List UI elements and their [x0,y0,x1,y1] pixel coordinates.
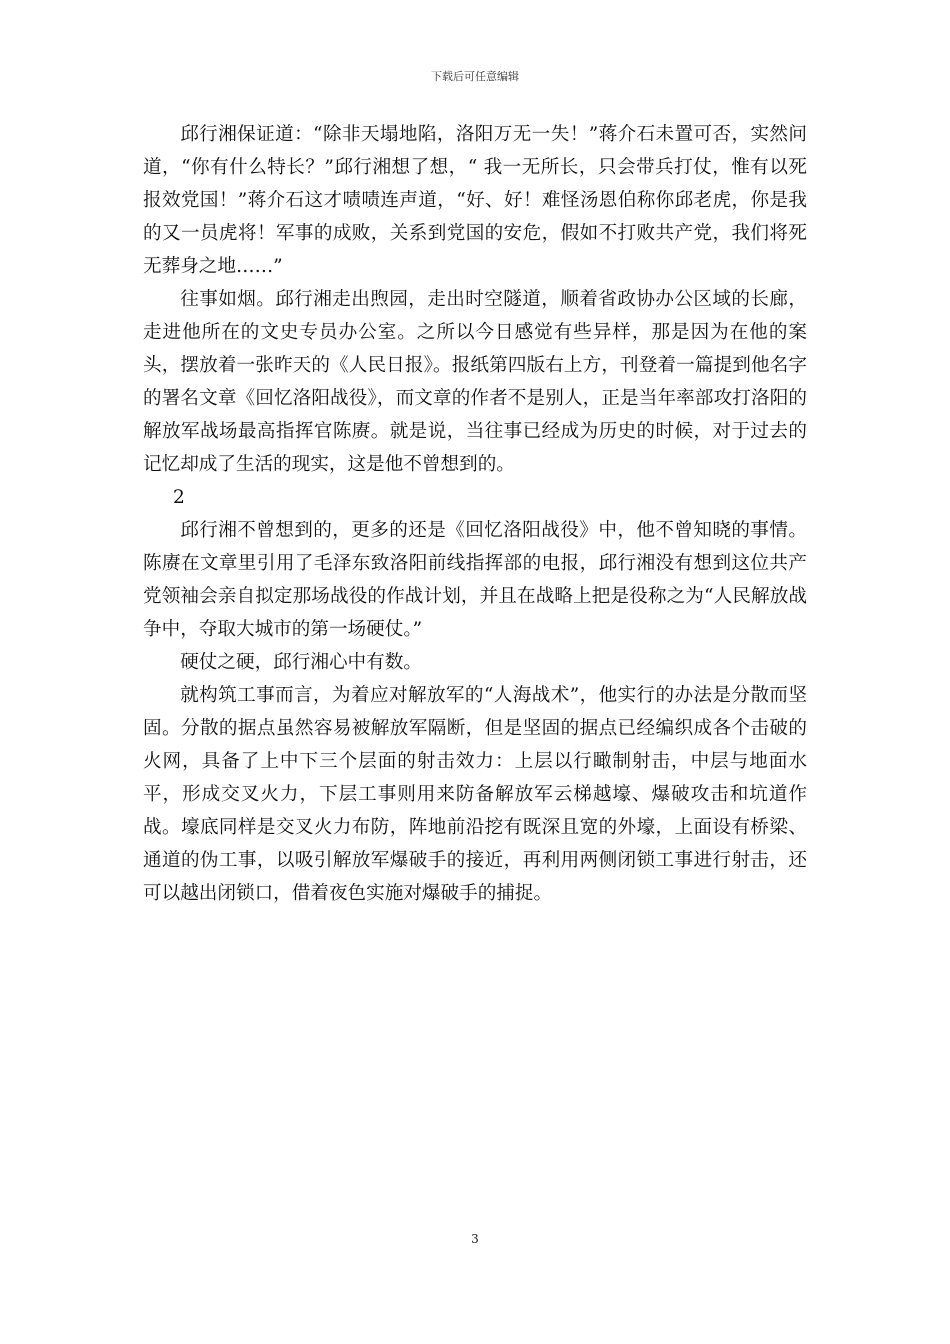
paragraph-1: 邱行湘保证道：“除非天塌地陷，洛阳万无一失！”蒋介石未置可否，实然问道，“你有什么特长？”邱行湘想了想，“ 我一无所长，只会带兵打仗，惟有以死报效党国！”蒋介石这才啧啧连声道，“好、好！难怪汤恩伯称你邱老虎，你是我的又一员虎将！军事的成败，关系到党国的安危，假如不打败共产党，我们将死无葬身之地……” [143,124,807,277]
document-body [143,118,807,910]
section-number: 2 [173,487,185,508]
page-header: 下载后可任意编辑 [431,70,519,83]
page-number: 3 [471,1232,479,1246]
paragraph-5: 就构筑工事而言，为着应对解放军的“人海战术”，他实行的办法是分散而坚固。分散的据点虽然容易被解放军隔断，但是坚固的据点已经编织成各个击破的火网，具备了上中下三个层面的射击效力：上层以行瞰制射击，中层与地面水平，形成交叉火力，下层工事则用来防备解放军云梯越壕、爆破攻击和坑道作战。壕底同样是交叉火力布防，阵地前沿挖有既深且宽的外壕，上面设有桥梁、通道的伪工事，以吸引解放军爆破手的接近，再利用两侧闭锁工事进行射击，还可以越出闭锁口，借着夜色实施对爆破手的捕捉。 [143,685,807,904]
paragraph-3: 邱行湘不曾想到的，更多的还是《回忆洛阳战役》中，他不曾知晓的事情。陈赓在文章里引用了毛泽东致洛阳前线指挥部的电报，邱行湘没有想到这位共产党领袖会亲自拟定那场战役的作战计划，并且在战略上把是役称之为“人民解放战争中，夺取大城市的第一场硬仗。” [143,520,807,640]
paragraph-4: 硬仗之硬，邱行湘心中有数。 [180,652,422,673]
paragraph-2: 往事如烟。邱行湘走出煦园，走出时空隧道，顺着省政协办公区域的长廊，走进他所在的文史专员办公室。之所以今日感觉有些异样，那是因为在他的案头，摆放着一张昨天的《人民日报》。报纸第四版右上方，刊登着一篇提到他名字的署名文章《回忆洛阳战役》，而文章的作者不是别人，正是当年率部攻打洛阳的解放军战场最高指挥官陈赓。就是说，当往事已经成为历史的时候，对于过去的记忆却成了生活的现实，这是他不曾想到的。 [143,289,807,475]
